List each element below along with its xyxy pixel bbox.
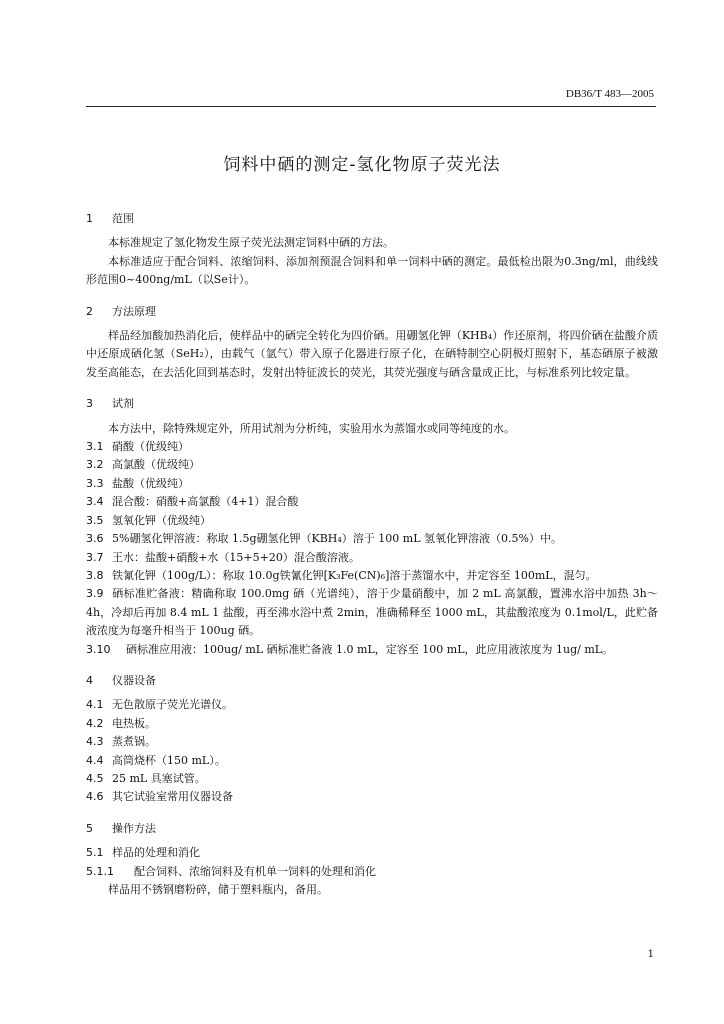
list-item [86, 512, 658, 530]
document-title: 饲料中硒的测定-氢化物原子荧光法 [223, 155, 501, 175]
item-number: 3.2 [86, 458, 104, 472]
page-number: 1 [647, 949, 654, 960]
item-number: 3.3 [86, 476, 104, 490]
item-text: 高氯酸（优级纯） [112, 458, 200, 472]
subsection-title: 样品的处理和消化 [112, 846, 200, 860]
paragraph: 样品经加酸加热消化后，使样品中的硒完全转化为四价硒。用硼氢化钾（KHB₄）作还原剂，将四价硒在盐酸介质中还原成硒化氢（SeH₂），由载气（氩气）带入原子化器进行原子化，在硒特制空心阴极灯照射下，基态硒原子被激发至高能态，在去活化回到基态时，发射出特征波长的荧光，其荧光强度与硒含量成正比，与标准系列比较定量。 [86, 329, 658, 379]
paragraph: 本方法中，除特殊规定外，所用试剂为分析纯，实验用水为蒸馏水或同等纯度的水。 [108, 421, 515, 435]
list-item [86, 549, 658, 567]
item-number: 4.2 [86, 716, 104, 730]
subsection-heading [86, 863, 658, 881]
list-item [86, 641, 658, 659]
item-text: 硝酸（优级纯） [112, 440, 189, 454]
item-number: 3.4 [86, 495, 104, 509]
item-text: 盐酸（优级纯） [112, 476, 189, 490]
item-number: 3.5 [86, 513, 104, 527]
item-text: 无色散原子荧光光谱仪。 [112, 698, 233, 712]
item-number: 4.1 [86, 698, 104, 712]
section-2-heading [86, 303, 658, 321]
item-text: 高筒烧杯（150 mL）。 [112, 753, 226, 767]
item-text: 其它试验室常用仪器设备 [112, 790, 233, 804]
item-text: 电热板。 [112, 716, 156, 730]
item-number: 4.5 [86, 771, 104, 785]
item-number: 3.1 [86, 440, 104, 454]
list-item [86, 696, 658, 714]
list-item [86, 438, 658, 456]
section-number: 1 [86, 212, 93, 225]
section-4-heading [86, 672, 658, 690]
item-number: 3.7 [86, 550, 104, 564]
section-title: 试剂 [112, 397, 134, 411]
section-5-heading [86, 820, 658, 838]
list-item [86, 788, 658, 806]
item-text: 混合酸：硝酸+高氯酸（4+1）混合酸 [112, 495, 299, 509]
item-number: 4.4 [86, 753, 104, 767]
paragraph: 样品用不锈钢磨粉碎，储于塑料瓶内，备用。 [108, 883, 328, 896]
paragraph: 本标准规定了氢化物发生原子荧光法测定饲料中硒的方法。 [108, 236, 394, 250]
section-1-heading [86, 210, 658, 228]
item-number: 4.3 [86, 735, 104, 749]
item-text: 铁氰化钾（100g/L）：称取 10.0g铁氰化钾[K₃Fe(CN)₆]溶于蒸馏水中，并定容至 100mL，混匀。 [112, 568, 597, 582]
list-item [86, 475, 658, 493]
section-title: 仪器设备 [112, 673, 156, 687]
item-number: 3.6 [86, 532, 104, 546]
section-3-heading [86, 395, 658, 413]
subsection-heading [86, 844, 658, 862]
list-item [86, 530, 658, 548]
paragraph: 本标准适应于配合饲料、浓缩饲料、添加剂预混合饲料和单一饲料中硒的测定。最低检出限为0.3ng/ml，曲线线形范围0~400ng/mL（以Se计）。 [86, 254, 658, 287]
section-number: 4 [86, 673, 93, 687]
document-body [86, 210, 658, 899]
section-title: 方法原理 [112, 304, 156, 318]
item-number: 3.8 [86, 568, 104, 582]
section-title: 范围 [112, 212, 134, 225]
item-text: 氢氧化钾（优级纯） [112, 513, 211, 527]
section-title: 操作方法 [112, 821, 156, 835]
section-number: 5 [86, 821, 93, 835]
list-item [86, 585, 658, 640]
header-rule [86, 106, 656, 107]
subsection-number: 5.1 [86, 846, 104, 860]
item-text: 硒标准贮备液：精确称取 100.0mg 硒（光谱纯），溶于少量硝酸中，加 2 mL 高氯酸，置沸水浴中加热 3h～4h，冷却后再加 8.4 mL 1 盐酸，再至沸水浴中煮 2min，准确稀释至 1000 mL，其盐酸浓度为 0.1mol/L，此贮备液浓度为每毫升相当于 100ug 硒。 [86, 587, 658, 638]
item-text: 25 mL 具塞试管。 [112, 771, 206, 785]
subsection-number: 5.1.1 [86, 864, 114, 878]
item-number: 3.9 [86, 587, 104, 601]
item-number: 3.10 [86, 642, 111, 656]
item-number: 4.6 [86, 790, 104, 804]
section-number: 3 [86, 397, 93, 411]
standard-code: DB36/T 483—2005 [565, 88, 654, 100]
item-text: 硒标准应用液：100ug/ mL 硒标准贮备液 1.0 mL，定容至 100 mL，此应用液浓度为 1ug/ mL。 [126, 642, 614, 656]
section-number: 2 [86, 304, 93, 318]
list-item [86, 456, 658, 474]
list-item [86, 567, 658, 585]
item-text: 王水：盐酸+硝酸+水（15+5+20）混合酸溶液。 [112, 550, 360, 564]
list-item [86, 715, 658, 733]
item-text: 蒸煮锅。 [112, 735, 156, 749]
list-item [86, 770, 658, 788]
list-item [86, 733, 658, 751]
list-item [86, 752, 658, 770]
subsection-title: 配合饲料、浓缩饲料及有机单一饲料的处理和消化 [134, 864, 376, 878]
list-item [86, 493, 658, 511]
item-text: 5%硼氢化钾溶液：称取 1.5g硼氢化钾（KBH₄）溶于 100 mL 氢氧化钾溶液（0.5%）中。 [112, 532, 562, 546]
